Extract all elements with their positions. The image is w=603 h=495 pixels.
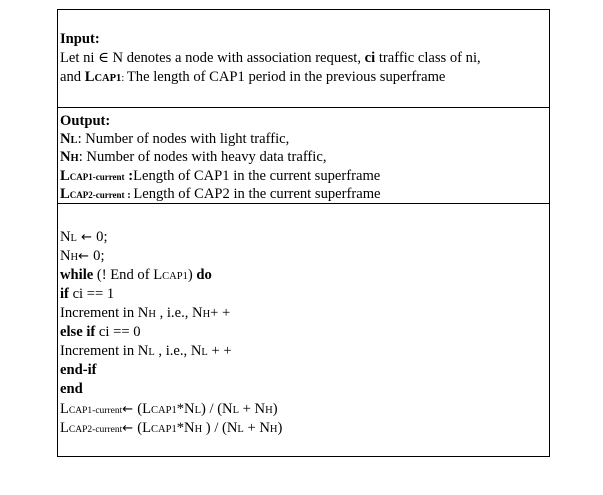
output-nl-symbol: N (60, 131, 71, 147)
keyword-end-if: end-if (60, 362, 97, 378)
formula1-l-sub: CAP1-current (68, 406, 123, 416)
body-line-while (60, 266, 212, 286)
body-nl-symbol: N (60, 229, 71, 245)
keyword-do: do (196, 267, 212, 283)
body-nh-sub: H (70, 252, 79, 263)
while-close: ) (187, 267, 197, 283)
output-nh-sub: H (70, 153, 79, 164)
while-condition: (! End of L (93, 267, 163, 283)
formula1-part-5: ) (272, 401, 278, 417)
output-lcap2-symbol: L (60, 186, 70, 202)
increment-nl-op: + + (207, 343, 232, 359)
formula2-sub-4: H (269, 424, 278, 435)
body-line-if (60, 285, 114, 303)
body-line-init-nl (60, 228, 108, 248)
formula1-sub-4: H (265, 405, 273, 416)
increment-nl-text-a: Increment in N (60, 343, 149, 359)
formula1-l-symbol: L (60, 401, 69, 417)
formula2-part-3: ) / (N (202, 420, 238, 436)
output-nl-sub: L (70, 135, 78, 146)
output-lcap1-symbol: L (60, 168, 70, 184)
formula1-part-1: (L (137, 401, 152, 417)
formula1-sub-3: L (232, 405, 240, 416)
output-section (58, 108, 549, 204)
body-nh-value: 0; (93, 248, 105, 264)
formula2-part-5: ) (277, 420, 283, 436)
output-lcap1-sep: : (124, 168, 134, 184)
output-lcap2-sub: CAP2-current (69, 190, 125, 200)
output-lcap1-line (60, 167, 380, 186)
input-and: and (60, 69, 85, 85)
body-line-init-nh (60, 247, 105, 267)
body-line-lcap2-formula (60, 419, 282, 439)
keyword-else-if: else if (60, 324, 96, 340)
input-lcap1-sep: : (121, 73, 127, 84)
input-heading: Input: (60, 31, 100, 47)
body-nl-value: 0; (96, 229, 108, 245)
input-lcap1-desc: The length of CAP1 period in the previous superframe (126, 69, 446, 85)
output-nh-symbol: N (60, 149, 71, 165)
increment-nl-sub-2: L (201, 347, 208, 358)
output-heading: Output: (60, 113, 111, 129)
input-section (58, 10, 549, 108)
algorithm-box (57, 9, 550, 457)
input-line-1 (60, 49, 481, 67)
body-line-lcap1-formula (60, 400, 278, 420)
left-arrow-icon: ← (122, 402, 138, 417)
output-nh-desc: : Number of nodes with heavy data traffic, (78, 149, 327, 165)
increment-nh-op: + + (210, 305, 231, 321)
else-if-condition: ci == 0 (95, 324, 141, 340)
output-lcap2-line (60, 185, 381, 205)
keyword-while: while (60, 267, 94, 283)
formula2-l-sub: CAP2-current (68, 425, 123, 435)
output-lcap2-desc: Length of CAP2 in the current superframe (133, 186, 381, 202)
while-lcap1-sub: CAP1 (162, 271, 188, 282)
formula1-part-3: ) / (N (200, 401, 233, 417)
body-line-increment-nl (60, 342, 232, 362)
output-lcap1-desc: Length of CAP1 in the current superframe (133, 168, 381, 184)
input-lcap1-sub: CAP1 (94, 73, 122, 84)
input-line-2 (60, 68, 445, 88)
increment-nl-sub-1: L (148, 347, 155, 358)
increment-nh-text-a: Increment in N (60, 305, 149, 321)
input-line-1-text-b: traffic class of ni, (375, 50, 481, 66)
left-arrow-icon: ← (76, 230, 97, 245)
output-nl-desc: : Number of nodes with light traffic, (77, 131, 290, 147)
input-lcap1-symbol: L (84, 69, 95, 85)
algorithm-body (58, 204, 549, 456)
body-nh-symbol: N (60, 248, 71, 264)
body-line-increment-nh (60, 304, 230, 324)
input-line-1-text-a: Let ni ∈ N denotes a node with association request, (60, 50, 365, 66)
formula1-part-2: *N (176, 401, 195, 417)
formula2-sub-2: H (194, 424, 203, 435)
keyword-if: if (60, 286, 69, 302)
increment-nh-sub-1: H (148, 309, 156, 320)
output-nh-line (60, 148, 326, 168)
formula1-sub-2: L (194, 405, 201, 416)
formula2-l-symbol: L (60, 420, 69, 436)
increment-nl-text-b: , i.e., N (154, 343, 202, 359)
increment-nh-text-b: , i.e., N (155, 305, 203, 321)
keyword-end: end (60, 381, 83, 397)
output-lcap2-sep: : (124, 190, 134, 201)
formula1-sub-1: CAP1 (151, 405, 177, 416)
if-condition: ci == 1 (68, 286, 115, 302)
input-ci-term: ci (364, 50, 376, 66)
formula2-sub-1: CAP1 (151, 424, 177, 435)
increment-nh-sub-2: H (202, 309, 211, 320)
output-nl-line (60, 130, 289, 150)
left-arrow-icon: ← (78, 249, 94, 264)
output-lcap1-sub: CAP1-current (69, 172, 125, 182)
body-nl-sub: L (70, 233, 77, 244)
body-line-else-if (60, 323, 141, 341)
formula1-part-4: + N (239, 401, 266, 417)
formula2-sub-3: L (237, 424, 244, 435)
formula2-part-2: *N (176, 420, 195, 436)
left-arrow-icon: ← (122, 421, 138, 436)
formula2-part-1: (L (137, 420, 152, 436)
formula2-part-4: + N (243, 420, 270, 436)
